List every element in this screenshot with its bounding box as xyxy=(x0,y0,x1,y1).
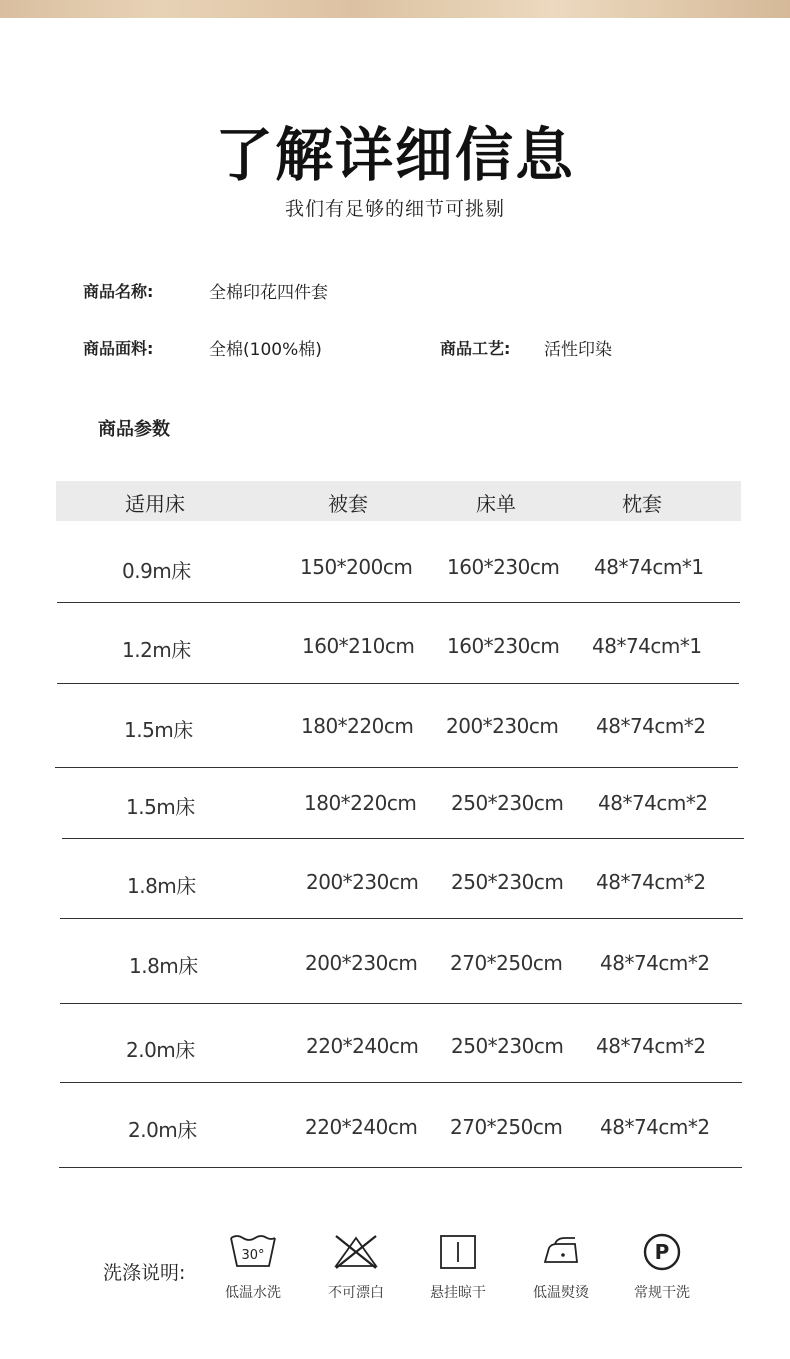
row-divider xyxy=(57,602,740,603)
table-cell-sheet: 160*230cm xyxy=(447,555,560,579)
product-craft-value: 活性印染 xyxy=(544,340,612,360)
table-cell-bed: 2.0m床 xyxy=(128,1118,197,1142)
row-divider xyxy=(60,1003,742,1004)
care-item-hang-dry xyxy=(413,1232,503,1302)
wood-texture-banner xyxy=(0,0,790,18)
care-instructions-label: 洗涤说明: xyxy=(103,1262,186,1284)
dry-clean-p-icon xyxy=(632,1232,692,1272)
table-cell-pillowcase: 48*74cm*2 xyxy=(596,870,706,894)
wash-30-icon xyxy=(223,1232,283,1272)
table-cell-pillowcase: 48*74cm*1 xyxy=(594,555,704,579)
table-cell-bed: 2.0m床 xyxy=(126,1038,195,1062)
table-cell-bed: 1.5m床 xyxy=(124,718,193,742)
care-text-no-bleach: 不可漂白 xyxy=(328,1285,384,1301)
care-text-hang-dry: 悬挂晾干 xyxy=(430,1285,486,1301)
table-cell-bed: 0.9m床 xyxy=(122,559,191,583)
table-cell-sheet: 250*230cm xyxy=(451,1034,564,1058)
hang-dry-icon xyxy=(428,1232,488,1272)
table-cell-duvet: 160*210cm xyxy=(302,634,415,658)
column-header-bed: 适用床 xyxy=(125,492,185,516)
table-cell-bed: 1.8m床 xyxy=(129,954,198,978)
table-cell-bed: 1.2m床 xyxy=(122,638,191,662)
table-cell-duvet: 180*220cm xyxy=(301,714,414,738)
table-cell-duvet: 220*240cm xyxy=(305,1115,418,1139)
table-cell-pillowcase: 48*74cm*2 xyxy=(600,951,710,975)
table-cell-sheet: 160*230cm xyxy=(447,634,560,658)
care-item-low-iron xyxy=(516,1232,606,1302)
table-cell-bed: 1.8m床 xyxy=(127,874,196,898)
table-cell-duvet: 150*200cm xyxy=(300,555,413,579)
table-cell-sheet: 200*230cm xyxy=(446,714,559,738)
table-cell-pillowcase: 48*74cm*2 xyxy=(596,1034,706,1058)
care-text-low-iron: 低温熨烫 xyxy=(533,1285,589,1301)
column-header-pillowcase: 枕套 xyxy=(622,492,662,516)
row-divider xyxy=(59,1167,742,1168)
product-name-value: 全棉印花四件套 xyxy=(209,283,328,303)
low-iron-icon xyxy=(531,1232,591,1272)
table-cell-bed: 1.5m床 xyxy=(126,795,195,819)
row-divider xyxy=(62,838,744,839)
column-header-sheet: 床单 xyxy=(476,492,516,516)
care-text-dry-clean: 常规干洗 xyxy=(634,1285,690,1301)
table-cell-sheet: 270*250cm xyxy=(450,1115,563,1139)
product-fabric-label: 商品面料: xyxy=(83,339,154,358)
page-subtitle: 我们有足够的细节可挑剔 xyxy=(284,198,505,220)
column-header-duvet: 被套 xyxy=(328,492,368,516)
table-cell-duvet: 220*240cm xyxy=(306,1034,419,1058)
wash-temperature-text: 30° xyxy=(241,1248,265,1263)
table-cell-sheet: 250*230cm xyxy=(451,870,564,894)
product-name-label: 商品名称: xyxy=(83,282,154,301)
table-cell-sheet: 250*230cm xyxy=(451,791,564,815)
params-section-title: 商品参数 xyxy=(98,419,170,440)
care-item-no-bleach xyxy=(311,1232,401,1302)
page-title: 了解详细信息 xyxy=(214,121,575,189)
care-text-wash: 低温水洗 xyxy=(225,1285,281,1301)
table-cell-duvet: 180*220cm xyxy=(304,791,417,815)
table-cell-duvet: 200*230cm xyxy=(305,951,418,975)
row-divider xyxy=(60,1082,742,1083)
table-cell-pillowcase: 48*74cm*2 xyxy=(596,714,706,738)
no-bleach-icon xyxy=(326,1232,386,1272)
product-fabric-value: 全棉(100%棉) xyxy=(209,340,322,360)
care-item-wash xyxy=(208,1232,298,1302)
dry-clean-letter: P xyxy=(654,1240,670,1264)
row-divider xyxy=(55,767,738,768)
product-craft-label: 商品工艺: xyxy=(440,339,511,358)
table-cell-pillowcase: 48*74cm*2 xyxy=(598,791,708,815)
table-cell-pillowcase: 48*74cm*2 xyxy=(600,1115,710,1139)
care-item-dry-clean xyxy=(617,1232,707,1302)
row-divider xyxy=(60,918,743,919)
row-divider xyxy=(57,683,739,684)
table-cell-duvet: 200*230cm xyxy=(306,870,419,894)
table-cell-sheet: 270*250cm xyxy=(450,951,563,975)
table-cell-pillowcase: 48*74cm*1 xyxy=(592,634,702,658)
